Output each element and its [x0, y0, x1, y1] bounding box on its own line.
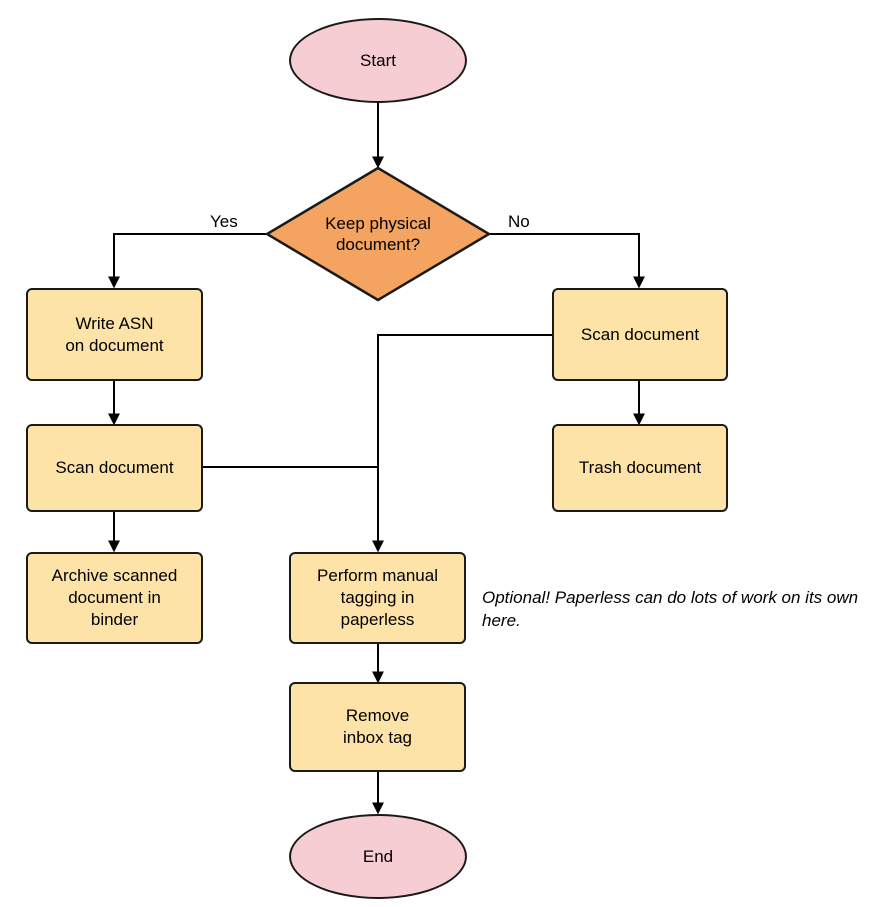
edge-scanright-to-tagging — [378, 335, 553, 550]
node-archive-binder-line1: Archive scanned — [51, 566, 178, 585]
edge-label-yes: Yes — [210, 212, 238, 231]
edge-decision-yes — [114, 234, 266, 286]
node-decision-label-line2: document? — [335, 235, 421, 254]
node-start[interactable] — [289, 18, 467, 103]
annotation-optional: Optional! Paperless can do lots of work on its own here. — [482, 588, 859, 630]
edge-label-no: No — [508, 212, 530, 231]
node-trash-document-label: Trash document — [578, 458, 702, 477]
node-scan-document-left-label: Scan document — [55, 458, 174, 477]
node-scan-document-right[interactable] — [552, 288, 728, 381]
node-end[interactable] — [289, 814, 467, 899]
node-scan-document-right-label: Scan document — [580, 324, 700, 344]
node-end-label: End — [362, 846, 394, 866]
node-decision-text — [265, 166, 491, 302]
node-archive-binder[interactable] — [26, 552, 203, 644]
node-remove-inbox-tag-line1: Remove — [345, 706, 410, 725]
node-decision-label-line1: Keep physical — [325, 214, 431, 233]
node-write-asn[interactable] — [26, 288, 203, 381]
node-remove-inbox-tag[interactable] — [289, 682, 466, 772]
node-archive-binder-line2: document in — [68, 588, 161, 607]
node-manual-tagging-line3: paperless — [340, 610, 415, 629]
edge-decision-no — [490, 234, 639, 286]
node-write-asn-line2: on document — [65, 335, 164, 355]
node-manual-tagging-line2: tagging in — [340, 588, 415, 607]
node-manual-tagging-line1: Perform manual — [317, 566, 438, 585]
node-archive-binder-line3: binder — [90, 610, 139, 629]
node-trash-document[interactable] — [552, 424, 728, 512]
node-write-asn-line1: Write ASN — [75, 313, 154, 333]
node-manual-tagging[interactable] — [289, 552, 466, 644]
node-remove-inbox-tag-line2: inbox tag — [343, 728, 412, 747]
node-start-label: Start — [360, 50, 396, 70]
node-scan-document-left[interactable] — [26, 424, 203, 512]
